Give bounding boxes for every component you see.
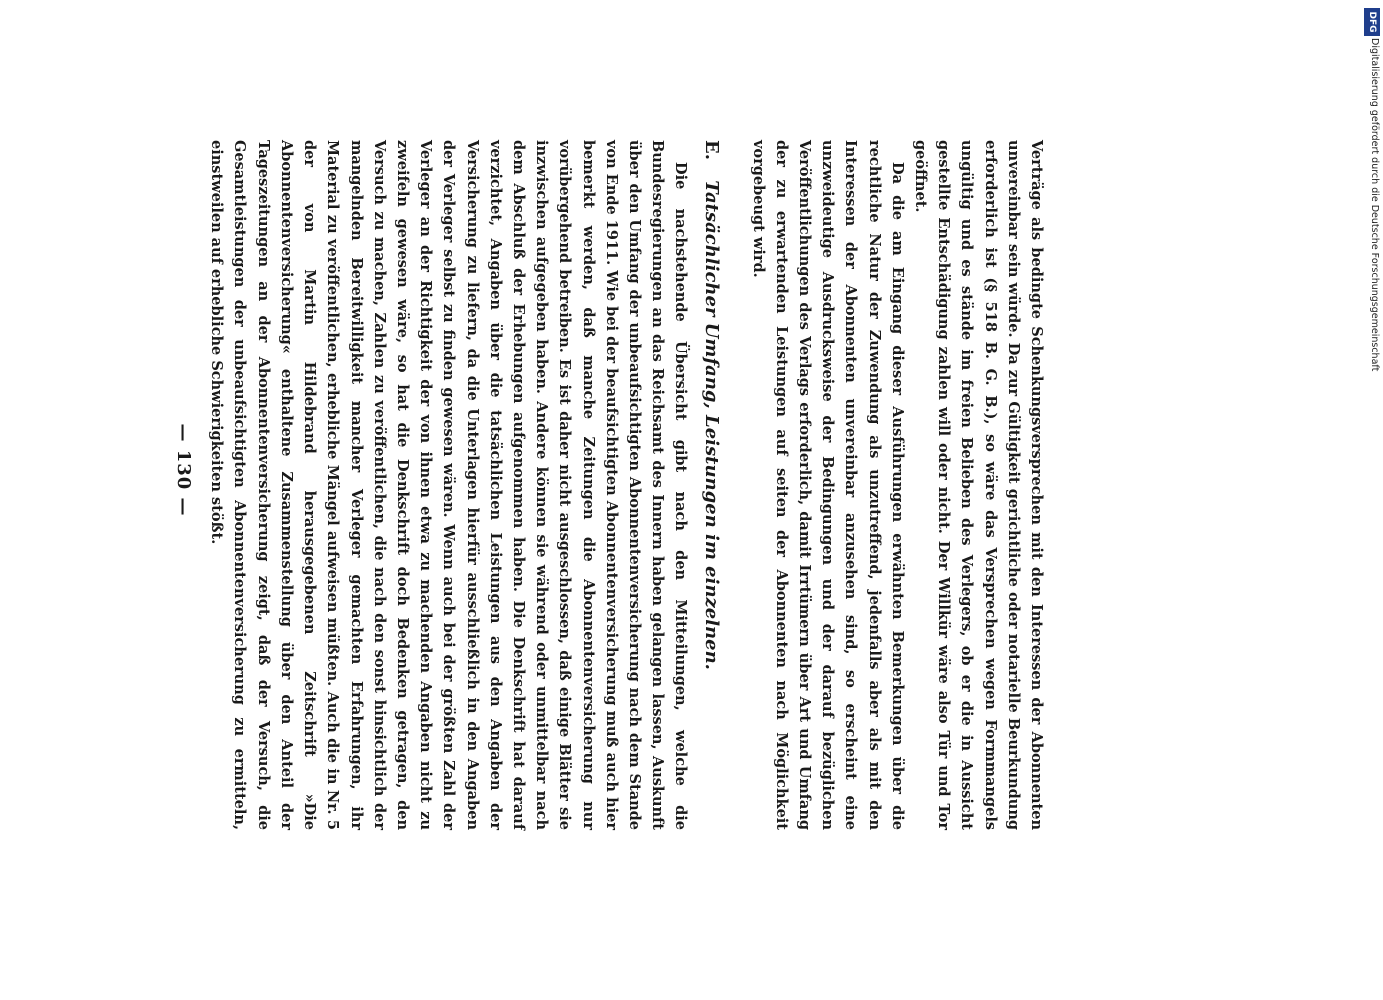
document-page <box>168 140 1048 830</box>
paragraph-2: Da die am Eingang dieser Ausführungen erwähnten Bemerkungen über die rechtliche Natur der Zuwendung als unzutreffend, jedenfalls aber als mit den Interessen der Abonnenten unvereinbar anzusehen sind, so erscheint eine unzweideutige Ausdrucksweise der Bedingungen und der darauf bezüglichen Veröffentlichungen des Verlags erforderlich, damit Irrtümern über Art und Umfang der zu erwartenden Leistungen auf seiten der Abonnenten nach Möglichkeit vorgebeugt wird. <box>749 140 906 830</box>
page-number: — 130 — <box>173 423 194 517</box>
section-heading <box>698 140 724 830</box>
funding-credit <box>1364 8 1383 408</box>
credit-text: Digitalisierung gefördert durch die Deutsche Forschungsgemeinschaft <box>1369 38 1380 372</box>
page-body <box>205 140 1048 830</box>
section-paragraph: Die nachstehende Übersicht gibt nach den Mitteilungen, welche die Bundesregierungen an das Reichsamt des Innern haben gelangen lassen, Auskunft über den Umfang der unbeaufsichtigten Abonnentenversicherung nach dem Stande von Ende 1911. Wie bei der beaufsichtigten Abonnentenversicherung muß auch hier bemerkt werden, daß manche Zeitungen die Abonnentenversicherung nur vorübergehend betreiben. Es ist daher nicht ausgeschlossen, daß einige Blätter sie inzwischen aufgegeben haben. Andere können sie während oder unmittelbar nach dem Abschluß der Erhebungen aufgenommen haben. Die Denkschrift hat darauf verzichtet, Angaben über die tatsächlichen Leistungen aus den Angaben der Versicherung zu liefern, da die Unterlagen hierfür ausschließlich in den Angaben der Verleger selbst zu finden gewesen wären. Wenn auch bei der größten Zahl der Verleger an der Richtigkeit der von ihnen etwa zu machenden Angaben nicht zu zweifeln gewesen wäre, so hat die Denkschrift doch Bedenken getragen, den Versuch zu machen, Zahlen zu veröffentlichen, die nach den sonst hinsichtlich der mangelnden Bereitwilligkeit mancher Verleger gemachten Erfahrungen, ihr Material zu veröffentlichen, erhebliche Mängel aufweisen müßten. Auch die in Nr. 5 der von Martin Hildebrand herausgegebenen Zeitschrift »Die Abonnentenversicherung« enthaltene Zusammenstellung über den Anteil der Tageszeitungen an der Abonnentenversicherung zeigt, daß der Versuch, die Gesamtleistungen der unbeaufsichtigten Abonnentenversicherung zu ermitteln, einstweilen auf erhebliche Schwierigkeiten stößt. <box>208 140 690 830</box>
section-letter: E. <box>701 140 723 160</box>
paragraph-1: Verträge als bedingte Schenkungsversprechen mit den Interessen der Abonnenten unvereinbar sein würde. Da zur Gültigkeit gerichtliche oder notarielle Beurkundung erforderlich ist (§ 518 B. G. B.), so wäre das Versprechen wegen Formmangels ungültig und es stände im freien Belieben des Verlegers, ob er die in Aussicht gestellte Entschädigung zahlen will oder nicht. Der Willkür wäre also Tür und Tor geöffnet. <box>911 140 1045 830</box>
dfg-logo-text: DFG <box>1367 11 1377 33</box>
section-title: Tatsächlicher Umfang, Leistungen im einzelnen. <box>701 180 723 670</box>
dfg-logo-icon <box>1364 8 1380 36</box>
